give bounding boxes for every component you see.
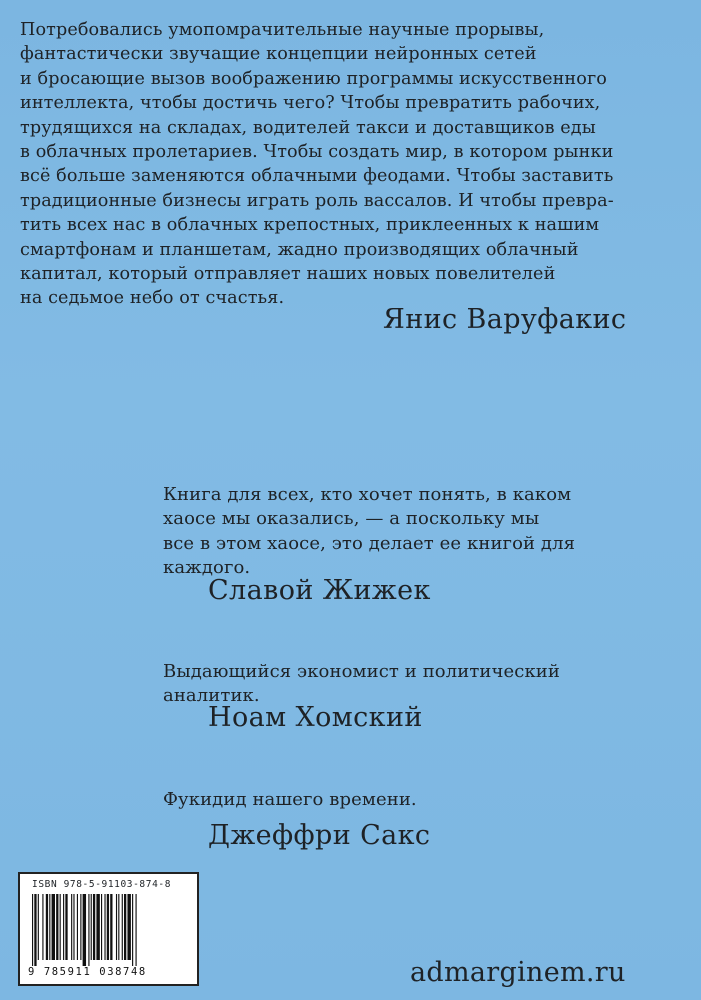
barcode-bar xyxy=(56,894,58,960)
barcode-bar xyxy=(136,894,137,966)
barcode-bar xyxy=(34,894,36,966)
barcode-bar xyxy=(77,894,78,960)
barcode-bar xyxy=(127,894,130,960)
barcode-bar xyxy=(32,894,33,966)
barcode-bar xyxy=(42,894,43,960)
barcode-bar xyxy=(124,894,126,960)
barcode-icon xyxy=(30,894,188,968)
quote-varoufakis-text: Потребовались умопомрачительные научные прорывы, фантастически звучащие концепции нейронных сетей и бросающие вызов воображению программы искусственного интеллекта, чтобы достичь чего? Чтобы превратить рабочих, трудящихся на складах, водителей такси и доставщиков еды в облачных пролетариев. Чтобы создать мир, в котором рынки всё больше заменяются облачными феодами. Чтобы заставить традиционные бизнесы играть роль вассалов. И чтобы превра- тить всех нас в облачных крепостных, приклеенных к нашим смартфонам и планшетам, жадно производящих облачный капитал, который отправляет наших новых повелителей на седьмое небо от счастья. xyxy=(20,20,614,309)
barcode-bar xyxy=(101,894,102,960)
barcode-bar xyxy=(83,894,86,966)
barcode-bar xyxy=(96,894,99,960)
barcode-bar xyxy=(52,894,55,960)
barcode-bar xyxy=(122,894,123,960)
barcode-bar xyxy=(63,894,64,960)
barcode-bar xyxy=(132,894,133,966)
barcode-bar xyxy=(110,894,112,960)
ean-digits: 9 785911 038748 xyxy=(28,966,147,978)
quote-sachs-text: Фукидид нашего времени. xyxy=(163,789,417,810)
barcode-bar xyxy=(118,894,119,960)
barcode-bar xyxy=(93,894,95,960)
quote-sachs-author: Джеффри Сакс xyxy=(208,820,431,851)
barcode-bar xyxy=(49,894,50,960)
barcode-bar xyxy=(91,894,92,960)
barcode-bar xyxy=(60,894,61,960)
barcode-bar xyxy=(71,894,72,960)
quote-chomsky-author: Ноам Хомский xyxy=(208,702,423,733)
barcode-box xyxy=(18,872,199,986)
barcode-bar xyxy=(73,894,74,960)
quote-zizek-author: Славой Жижек xyxy=(208,575,431,606)
barcode-bar xyxy=(107,894,109,960)
quote-zizek-text: Книга для всех, кто хочет понять, в каком хаосе мы оказались, — а поскольку мы все в этом хаосе, это делает ее книгой для каждого. xyxy=(163,484,576,578)
isbn-label: ISBN 978-5-91103-874-8 xyxy=(32,879,172,890)
quote-varoufakis-author: Янис Варуфакис xyxy=(383,304,627,335)
barcode-bar xyxy=(38,894,39,960)
barcode-bar xyxy=(104,894,105,960)
quote-chomsky-text: Выдающийся экономист и политический аналитик. xyxy=(163,661,561,707)
barcode-bar xyxy=(65,894,67,960)
publisher-website: admarginem.ru xyxy=(410,957,626,988)
barcode-bar xyxy=(88,894,89,966)
barcode-bar xyxy=(80,894,81,960)
barcode-bar xyxy=(116,894,117,960)
barcode-bar xyxy=(46,894,48,960)
